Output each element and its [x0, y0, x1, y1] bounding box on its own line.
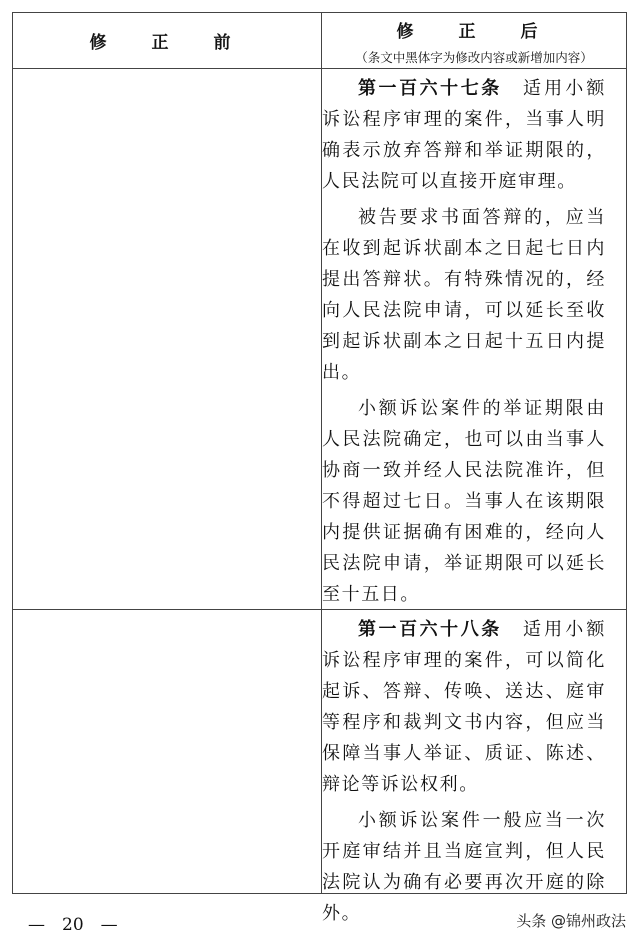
watermark-text: 头条 @锦州政法	[516, 912, 626, 930]
header-divider	[13, 68, 626, 69]
article-167-para-3: 小额诉讼案件的举证期限由人民法院确定，也可以由当事人协商一致并经人民法院准许，但不得超过七日。当事人在该期限内提供证据确有困难的，经向人民法院申请，举证期限可以延长至十五日。	[322, 398, 606, 605]
page-number: — 20 —	[28, 915, 118, 935]
article-167-para-2: 被告要求书面答辩的，应当在收到起诉状副本之日起七日内提出答辩状。有特殊情况的，经向人民法院申请，可以延长至收到起诉状副本之日起十五日内提出。	[322, 207, 606, 383]
article-168-number: 第一百六十八条	[358, 619, 502, 640]
article-168-cell	[322, 614, 606, 934]
article-168-para-1: 第一百六十八条 适用小额诉讼程序审理的案件，可以简化起诉、答辩、传唤、送达、庭审等程序和裁判文书内容，但应当保障当事人举证、质证、陈述、辩论等诉讼权利。	[322, 619, 607, 795]
header-after-amendment	[322, 13, 626, 68]
article-167-para-1: 第一百六十七条 适用小额诉讼程序审理的案件，当事人明确表示放弃答辩和举证期限的，人民法院可以直接开庭审理。	[322, 78, 607, 192]
header-after-note: （条文中黑体字为修改内容或新增加内容）	[355, 50, 593, 65]
article-168-para-2: 小额诉讼案件一般应当一次开庭审结并且当庭宣判，但人民法院认为确有必要再次开庭的除外。	[322, 810, 606, 924]
article-167-number: 第一百六十七条	[358, 78, 502, 99]
header-before-amendment: 修 正 前	[89, 33, 245, 53]
article-167-cell	[322, 73, 606, 615]
header-after-title: 修 正 后	[396, 22, 552, 42]
